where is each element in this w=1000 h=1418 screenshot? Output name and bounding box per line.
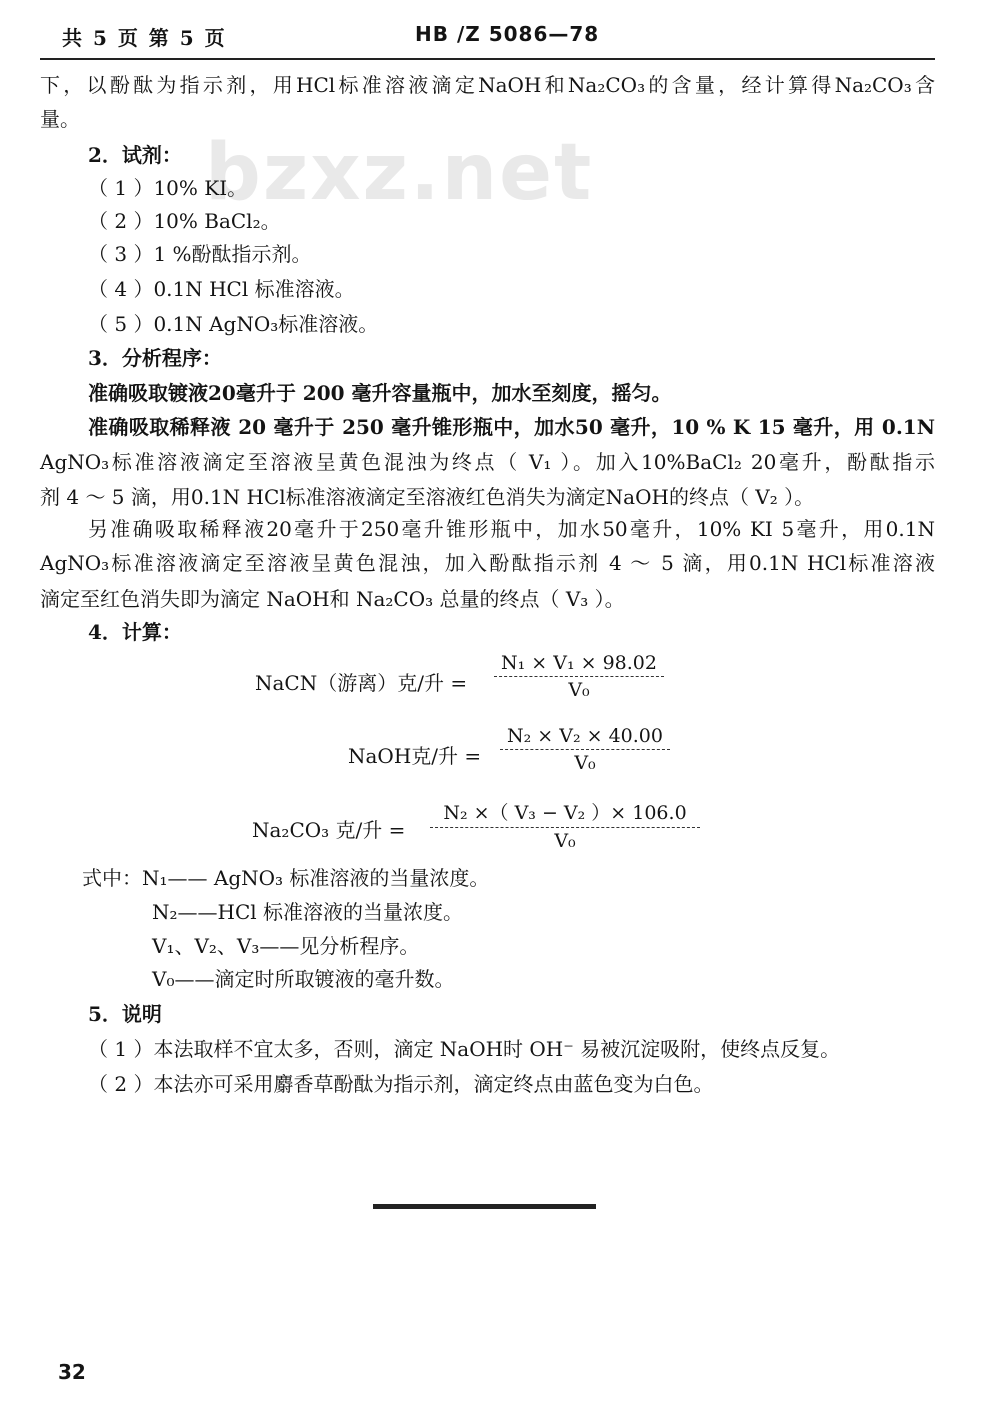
note-item: （ 2 ）本法亦可采用麝香草酚酞为指示剂，滴定终点由蓝色变为白色。 xyxy=(88,1072,714,1096)
page-number: 32 xyxy=(58,1360,86,1384)
procedure-paragraph-2-line-2: AgNO₃标准溶液滴定至溶液呈黄色混浊为终点（ V₁ ）。加入10%BaCl₂ 20毫升，酚酞指示 xyxy=(40,450,935,474)
formula-na2co3-denominator: V₀ xyxy=(554,830,576,852)
procedure-paragraph-3-line-3: 滴定至红色消失即为滴定 NaOH和 Na₂CO₃ 总量的终点（ V₃ ）。 xyxy=(40,587,625,611)
reagent-item: （ 3 ）1 %酚酞指示剂。 xyxy=(88,242,312,266)
formula-nacn-numerator: N₁ × V₁ × 98.02 xyxy=(494,652,664,677)
legend-line: 式中：N₁—— AgNO₃ 标准溶液的当量浓度。 xyxy=(82,866,490,890)
formula-nacn-lhs: NaCN（游离）克/升 = xyxy=(255,671,468,695)
calculation-heading: 4．计算： xyxy=(88,620,182,644)
formula-nacn-denominator: V₀ xyxy=(568,679,590,701)
formula-naoh-lhs: NaOH克/升 = xyxy=(348,744,482,768)
intro-line-2: 量。 xyxy=(40,107,80,131)
formula-naoh-numerator: N₂ × V₂ × 40.00 xyxy=(500,725,670,750)
procedure-paragraph-3-line-1: 另准确吸取稀释液20毫升于250毫升锥形瓶中，加水50毫升，10% KI 5毫升，用0.1N xyxy=(88,517,935,541)
formula-naoh-denominator: V₀ xyxy=(574,752,596,774)
procedure-paragraph-2-line-3: 剂 4 ～ 5 滴，用0.1N HCl标准溶液滴定至溶液红色消失为滴定NaOH的终点（ V₂ ）。 xyxy=(40,485,815,509)
legend-line: N₂——HCl 标准溶液的当量浓度。 xyxy=(152,900,464,924)
standard-code-header: HB /Z 5086—78 xyxy=(415,22,600,46)
formula-na2co3-fraction xyxy=(430,798,700,852)
legend-line: V₀——滴定时所取镀液的毫升数。 xyxy=(152,967,455,991)
formula-nacn-fraction xyxy=(494,652,664,701)
reagent-item: （ 2 ）10% BaCl₂。 xyxy=(88,209,281,233)
procedure-heading: 3．分析程序： xyxy=(88,346,222,370)
formula-na2co3-lhs: Na₂CO₃ 克/升 = xyxy=(252,818,406,842)
page-count-header: 共 5 页 第 5 页 xyxy=(62,26,227,50)
reagent-item: （ 5 ）0.1N AgNO₃标准溶液。 xyxy=(88,312,379,336)
notes-heading: 5．说明 xyxy=(88,1002,162,1026)
note-item: （ 1 ）本法取样不宜太多，否则，滴定 NaOH时 OH⁻ 易被沉淀吸附，使终点反复。 xyxy=(88,1037,841,1061)
header-divider xyxy=(40,58,935,60)
procedure-paragraph-3-line-2: AgNO₃标准溶液滴定至溶液呈黄色混浊，加入酚酞指示剂 4 ～ 5 滴，用0.1N HCl标准溶液 xyxy=(40,551,935,575)
legend-line: V₁、V₂、V₃——见分析程序。 xyxy=(152,934,420,958)
reagent-item: （ 1 ）10% KI。 xyxy=(88,176,248,200)
procedure-paragraph-2-line-1: 准确吸取稀释液 20 毫升于 250 毫升锥形瓶中，加水50 毫升，10 % K 15 毫升，用 0.1N xyxy=(88,415,935,439)
formula-naoh-fraction xyxy=(500,725,670,774)
procedure-paragraph-1: 准确吸取镀液20毫升于 200 毫升容量瓶中，加水至刻度，摇匀。 xyxy=(88,381,672,405)
intro-line-1: 下，以酚酞为指示剂，用HCl标准溶液滴定NaOH和Na₂CO₃的含量，经计算得Na₂CO₃含 xyxy=(40,73,935,97)
watermark: bzxz.net xyxy=(205,128,594,218)
formula-na2co3-numerator: N₂ ×（ V₃ − V₂ ）× 106.0 xyxy=(430,798,700,828)
reagents-heading: 2．试剂： xyxy=(88,143,182,167)
reagent-item: （ 4 ）0.1N HCl 标准溶液。 xyxy=(88,277,355,301)
end-of-document-rule xyxy=(373,1204,596,1209)
